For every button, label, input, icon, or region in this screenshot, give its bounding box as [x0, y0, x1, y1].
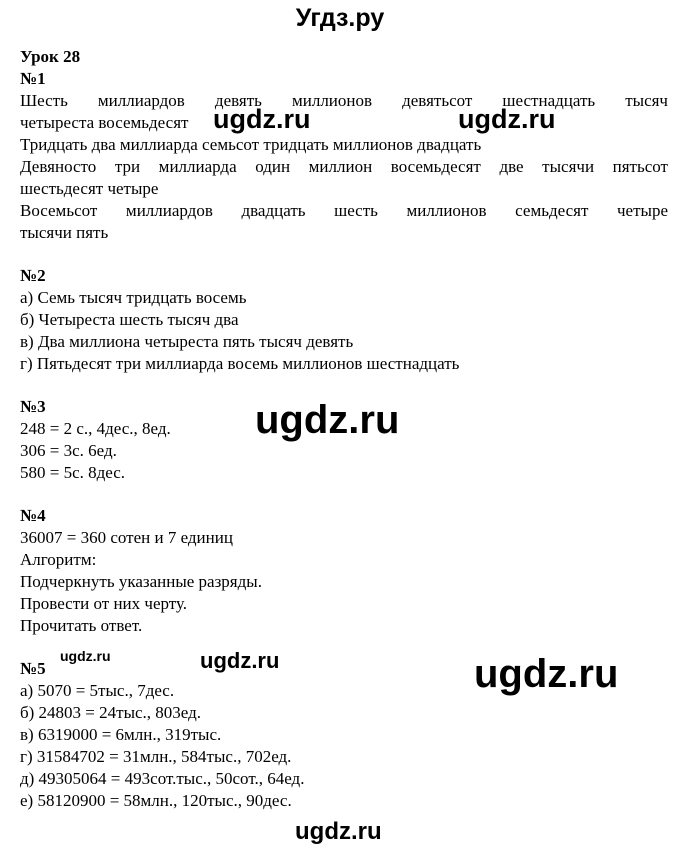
watermark: ugdz.ru	[213, 104, 311, 134]
task-1-title: №1	[20, 69, 46, 88]
task-2-line: б) Четыреста шесть тысяч два	[20, 310, 239, 329]
task-3-line: 306 = 3с. 6ед.	[20, 441, 117, 460]
task-2-line: г) Пятьдесят три миллиарда восемь миллионов шестнадцать	[20, 354, 460, 373]
task-2-line: а) Семь тысяч тридцать восемь	[20, 288, 247, 307]
task-3-line: 248 = 2 с., 4дес., 8ед.	[20, 419, 171, 438]
task-4-line: Подчеркнуть указанные разряды.	[20, 572, 262, 591]
task-2	[20, 265, 668, 375]
task-1-line: Шесть миллиардов девять миллионов девятьсот шестнадцать тысяч	[20, 91, 668, 110]
task-4-line: Алгоритм:	[20, 550, 97, 569]
lesson-title: Урок 28	[20, 47, 81, 66]
task-5-line: д) 49305064 = 493сот.тыс., 50сот., 64ед.	[20, 769, 305, 788]
task-4	[20, 505, 668, 637]
task-5-line: е) 58120900 = 58млн., 120тыс., 90дес.	[20, 791, 292, 810]
task-5-line: а) 5070 = 5тыс., 7дес.	[20, 681, 175, 700]
watermark: ugdz.ru	[458, 104, 556, 134]
task-3-title: №3	[20, 397, 46, 416]
task-2-title: №2	[20, 266, 46, 285]
task-1	[20, 68, 668, 244]
task-4-title: №4	[20, 506, 46, 525]
task-4-line: Провести от них черту.	[20, 594, 188, 613]
task-5-title: №5	[20, 659, 46, 678]
watermark: ugdz.ru	[295, 818, 382, 845]
watermark: ugdz.ru	[200, 648, 280, 673]
task-1-line: Тридцать два миллиарда семьсот тридцать миллионов двадцать	[20, 135, 482, 154]
task-2-line: в) Два миллиона четыреста пять тысяч девять	[20, 332, 354, 351]
task-1-line: шестьдесят четыре	[20, 179, 159, 198]
task-1-line: четыреста восемьдесят	[20, 113, 189, 132]
site-title: Угдз.ру	[295, 4, 385, 32]
task-1-line: тысячи пять	[20, 223, 109, 242]
task-3-line: 580 = 5с. 8дес.	[20, 463, 126, 482]
task-4-line: 36007 = 360 сотен и 7 единиц	[20, 528, 233, 547]
watermark: ugdz.ru	[255, 398, 400, 442]
task-4-line: Прочитать ответ.	[20, 616, 143, 635]
task-1-line: Восемьсот миллиардов двадцать шесть миллионов семьдесят четыре	[20, 201, 668, 220]
task-1-line: Девяносто три миллиарда один миллион восемьдесят две тысячи пятьсот	[20, 157, 668, 176]
task-5-line: г) 31584702 = 31млн., 584тыс., 702ед.	[20, 747, 292, 766]
watermark: ugdz.ru	[474, 652, 619, 696]
task-5-line: б) 24803 = 24тыс., 803ед.	[20, 703, 202, 722]
task-5-line: в) 6319000 = 6млн., 319тыс.	[20, 725, 222, 744]
watermark: ugdz.ru	[60, 648, 111, 664]
